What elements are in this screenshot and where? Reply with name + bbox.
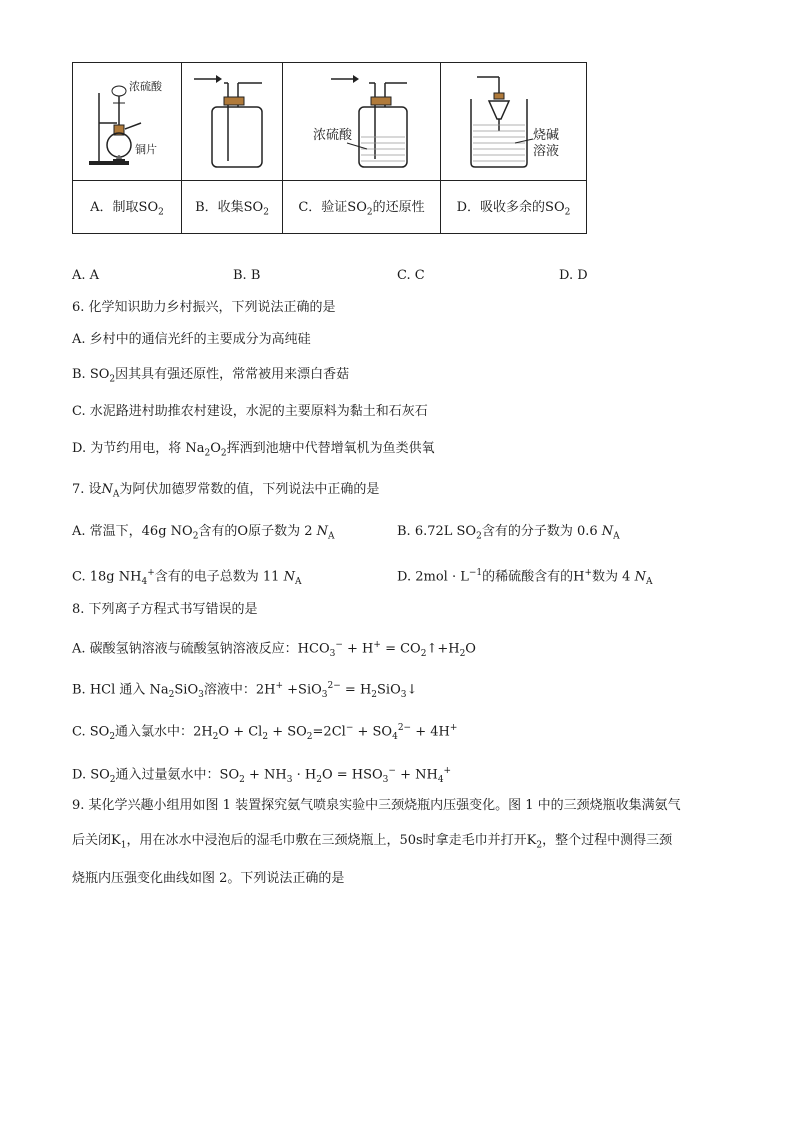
- q7-option-a: A. 常温下，46g $NO_2$含有的O原子数为 2 $N_A$: [72, 524, 335, 542]
- q6-option-c: C. 水泥路进村助推农村建设，水泥的主要原料为黏土和石灰石: [72, 404, 428, 419]
- q6-option-a: A. 乡村中的通信光纤的主要成分为高纯硅: [72, 332, 311, 347]
- q6-option-d: D. 为节约用电，将 $Na_2O_2$挥洒到池塘中代替增氧机为鱼类供氧: [72, 441, 435, 459]
- caption-a: A．制取$SO_2$: [73, 181, 182, 234]
- caption-c: C．验证$SO_2$的还原性: [283, 181, 441, 234]
- q9-line-3: 烧瓶内压强变化曲线如图 2。下列说法正确的是: [72, 871, 345, 886]
- q9-line-2: 后关闭$K_1$，用在冰水中浸泡后的湿毛巾敷在三颈烧瓶上，50s时拿走毛巾并打开$K_2$，整个过程中测得三颈: [72, 833, 673, 851]
- q5-option-c: C. C: [397, 268, 425, 283]
- q8-stem: 8. 下列离子方程式书写错误的是: [72, 602, 258, 617]
- label-caustic: 烧碱: [533, 128, 560, 143]
- q5-option-d: D. D: [559, 268, 588, 283]
- cell-c-image: [283, 63, 441, 181]
- label-conc-acid: 浓硫酸: [129, 80, 162, 93]
- label-conc-acid-2: 浓硫酸: [313, 128, 353, 143]
- q5-option-a: A. A: [72, 268, 100, 283]
- q7-option-c: C. 18g $NH_4^+$含有的电子总数为 11 $N_A$: [72, 568, 302, 587]
- q6-option-b: B. $SO_2$因其具有强还原性，常常被用来漂白香菇: [72, 367, 350, 385]
- q5-option-b: B. B: [233, 268, 261, 283]
- q6-stem: 6. 化学知识助力乡村振兴，下列说法正确的是: [72, 300, 336, 315]
- cell-a-image: [73, 63, 182, 181]
- apparatus-c-diagram: [283, 63, 440, 176]
- caption-b: B．收集$SO_2$: [182, 181, 283, 234]
- q9-line-1: 9. 某化学兴趣小组用如图 1 装置探究氨气喷泉实验中三颈烧瓶内压强变化。图 1 中的三颈烧瓶收集满氨气: [72, 798, 681, 813]
- q7-option-d: D. $2mol \cdot L^{-1}$的稀硫酸含有的H+数为 4 $N_A$: [397, 568, 653, 587]
- q8-option-b: B. HCl 通入 $Na_2SiO_3$溶液中：$2H^+ +SiO_3^{2-} = H_2SiO_3↓$: [72, 681, 418, 700]
- cell-d-image: [441, 63, 587, 181]
- apparatus-d-diagram: [441, 63, 586, 176]
- label-copper: 铜片: [135, 143, 157, 156]
- q7-option-b: B. 6.72L $SO_2$含有的分子数为 0.6 $N_A$: [397, 524, 620, 542]
- cell-b-image: [182, 63, 283, 181]
- apparatus-a-diagram: [73, 63, 181, 176]
- caption-d: D．吸收多余的$SO_2$: [441, 181, 587, 234]
- q8-option-d: D. $SO_2$通入过量氨水中：$SO_2 + NH_3 \cdot H_2O = HSO_3^- + NH_4^+$: [72, 766, 452, 785]
- label-solution: 溶液: [533, 144, 560, 159]
- q7-stem: 7. 设$N_A$为阿伏加德罗常数的值，下列说法中正确的是: [72, 482, 380, 500]
- apparatus-table: [72, 62, 587, 234]
- q8-option-a: A. 碳酸氢钠溶液与硫酸氢钠溶液反应：$HCO_3^- + H^+$ = $CO_2↑+H_2O$: [72, 640, 476, 659]
- apparatus-b-diagram: [182, 63, 282, 176]
- q8-option-c: C. $SO_2$通入氯水中：$2H_2O + Cl_2 + SO_2=2Cl^- + SO_4^{2-} + 4H^+$: [72, 723, 458, 742]
